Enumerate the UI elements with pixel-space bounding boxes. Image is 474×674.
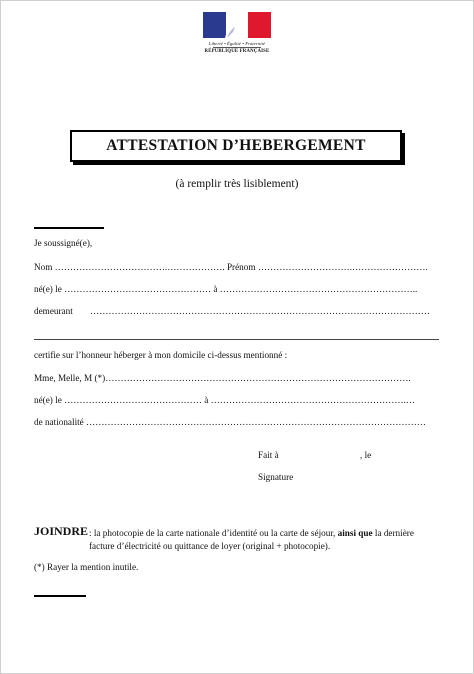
marianne-profile-icon — [221, 14, 251, 38]
fait-a-label: Fait à — [258, 450, 279, 460]
heberge-naissance-field[interactable]: né(e) le ……………………………………… à ……………………………………………………….… — [34, 395, 415, 405]
address-line[interactable] — [34, 339, 439, 340]
document-subtitle: (à remplir très lisiblement) — [175, 178, 299, 190]
joindre-text — [89, 527, 434, 552]
naissance-field[interactable]: né(e) le ………………………………………… à ……………………………………………………….. — [34, 284, 418, 294]
joindre-text-part2: la dernière facture d’électricité ou quittance de loyer (original + photocopie). — [89, 528, 414, 551]
joindre-ainsi-que: ainsi que — [337, 528, 373, 538]
footnote: (*) Rayer la mention inutile. — [34, 562, 139, 572]
demeurant-field[interactable]: ………………………………………………………………………………………………… — [90, 306, 430, 316]
joindre-text-part1: : la photocopie de la carte nationale d’identité ou la carte de séjour, — [89, 528, 336, 538]
marianne-flag-icon — [203, 12, 271, 38]
title-box — [70, 130, 402, 162]
signature-label: Signature — [258, 472, 294, 482]
certifie-text: certifie sur l’honneur héberger à mon domicile ci-dessus mentionné : — [34, 350, 288, 360]
intro-text: Je soussigné(e), — [34, 238, 93, 248]
demeurant-label: demeurant — [34, 306, 73, 316]
joindre-label: JOINDRE — [34, 524, 89, 538]
section-rule-top — [34, 227, 104, 229]
date-label: , le — [360, 450, 372, 460]
section-rule-bottom — [34, 595, 86, 597]
document-title: ATTESTATION D’HEBERGEMENT — [106, 137, 366, 154]
logo-republic-text: RÉPUBLIQUE FRANÇAISE — [204, 49, 270, 54]
republique-francaise-logo — [201, 12, 273, 54]
logo-motto: Liberté • Égalité • Fraternité — [208, 41, 266, 46]
heberge-nom-field[interactable]: Mme, Melle, M (*)………………………………………………………………………………………. — [34, 373, 411, 383]
nom-prenom-field[interactable]: Nom ……………………………….………………. Prénom ………………………….……………………. — [34, 262, 428, 272]
nationalite-field[interactable]: de nationalité ………………………………………………………………………………………………… — [34, 417, 426, 427]
logo-divider — [213, 47, 261, 48]
